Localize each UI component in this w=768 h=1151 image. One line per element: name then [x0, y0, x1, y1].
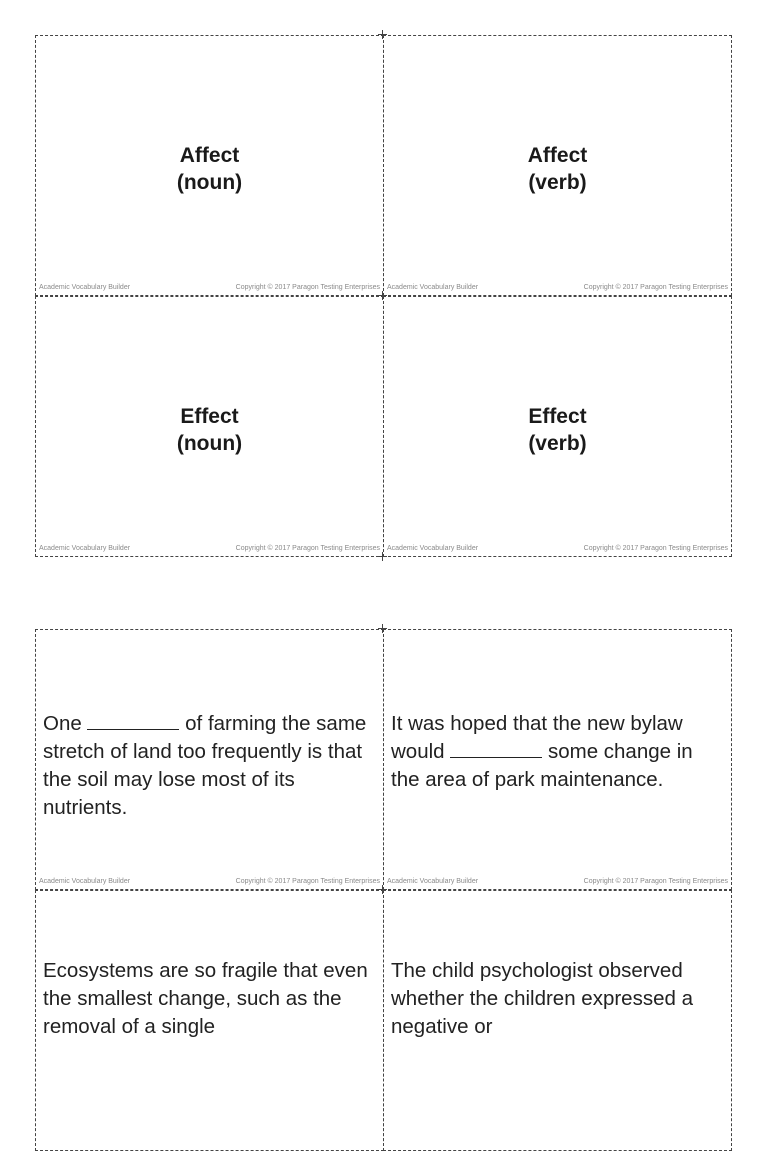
cut-mark — [378, 30, 387, 39]
sentence-text: Ecosystems are so fragile that even the smallest change, such as the removal of a single — [43, 959, 368, 1038]
term-word: Effect — [528, 405, 587, 428]
term-card-effect-noun — [35, 296, 384, 557]
footer-title: Academic Vocabulary Builder — [39, 878, 131, 885]
sentence-card — [383, 629, 732, 890]
card-footer — [387, 877, 728, 886]
term-part-of-speech: (noun) — [176, 171, 243, 194]
footer-title: Academic Vocabulary Builder — [387, 545, 479, 552]
term-card-affect-verb — [383, 35, 732, 296]
cut-mark — [378, 552, 387, 561]
sentence-before-blank: It was hoped that the new bylaw would — [391, 712, 683, 763]
cut-mark — [378, 291, 387, 300]
term-card-affect-noun — [35, 35, 384, 296]
sentence-before-blank: One — [43, 712, 88, 735]
answer-blank — [450, 741, 542, 758]
term-label — [36, 142, 383, 196]
cut-mark — [378, 624, 387, 633]
term-card-effect-verb — [383, 296, 732, 557]
term-part-of-speech: (verb) — [528, 432, 587, 455]
answer-blank — [87, 713, 179, 730]
footer-copyright: Copyright © 2017 Paragon Testing Enterprises — [583, 545, 728, 552]
term-part-of-speech: (verb) — [528, 171, 587, 194]
sentence-cards-sheet — [35, 629, 733, 1149]
term-label — [36, 403, 383, 457]
sentence-card — [35, 629, 384, 890]
term-cards-sheet — [35, 35, 733, 557]
sentence-after-blank: some change in the area of park maintenance. — [391, 740, 693, 791]
footer-copyright: Copyright © 2017 Paragon Testing Enterprises — [583, 878, 728, 885]
sentence-card — [383, 890, 732, 1151]
term-label — [384, 142, 731, 196]
footer-title: Academic Vocabulary Builder — [387, 878, 479, 885]
footer-copyright: Copyright © 2017 Paragon Testing Enterprises — [583, 284, 728, 291]
card-footer — [387, 283, 728, 292]
sentence-text — [43, 710, 375, 822]
sentence-text — [391, 710, 723, 794]
footer-title: Academic Vocabulary Builder — [39, 284, 131, 291]
footer-title: Academic Vocabulary Builder — [39, 545, 131, 552]
sentence-after-blank: of farming the same stretch of land too frequently is that the soil may lose most of its nutrients. — [43, 712, 367, 819]
card-footer — [39, 283, 380, 292]
term-part-of-speech: (noun) — [176, 432, 243, 455]
footer-copyright: Copyright © 2017 Paragon Testing Enterprises — [235, 878, 380, 885]
card-footer — [39, 544, 380, 553]
term-label — [384, 403, 731, 457]
term-word: Effect — [180, 405, 239, 428]
term-word: Affect — [527, 144, 588, 167]
card-footer — [39, 877, 380, 886]
footer-copyright: Copyright © 2017 Paragon Testing Enterprises — [235, 284, 380, 291]
card-footer — [387, 544, 728, 553]
footer-title: Academic Vocabulary Builder — [387, 284, 479, 291]
cut-mark — [378, 885, 387, 894]
sentence-text: The child psychologist observed whether the children expressed a negative or — [391, 959, 693, 1038]
term-word: Affect — [179, 144, 240, 167]
footer-copyright: Copyright © 2017 Paragon Testing Enterprises — [235, 545, 380, 552]
sentence-card — [35, 890, 384, 1151]
